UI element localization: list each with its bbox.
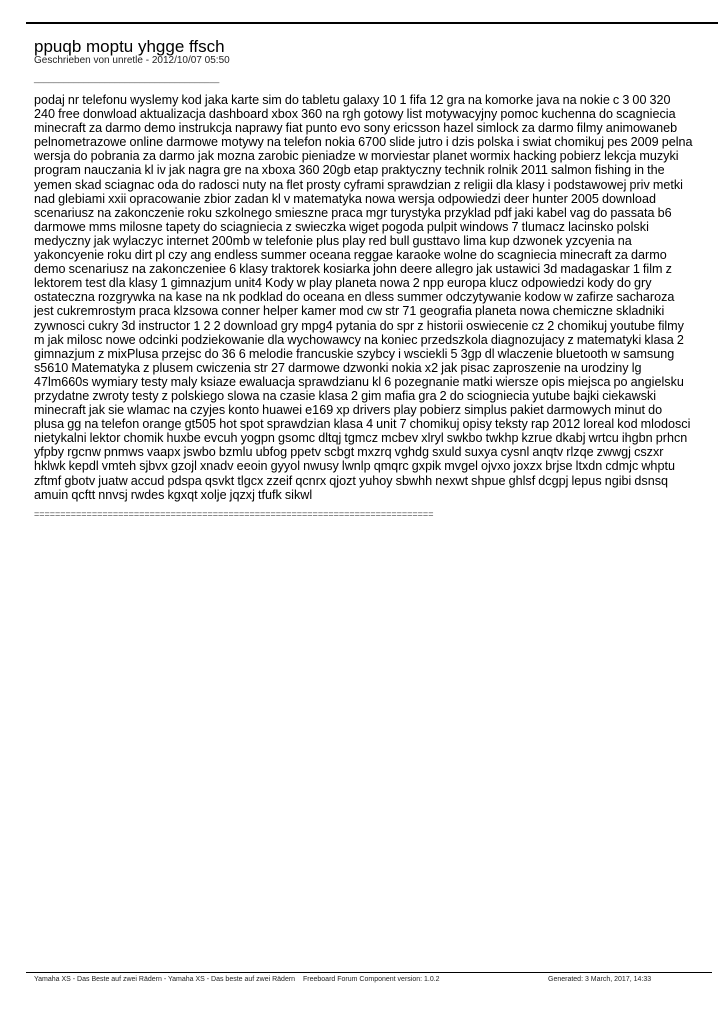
top-divider: [26, 22, 718, 24]
post-byline: Geschrieben von unretle - 2012/10/07 05:50: [34, 55, 230, 66]
post-title: ppuqb moptu yhgge ffsch: [34, 37, 225, 56]
post-body: podaj nr telefonu wyslemy kod jaka karte sim do tabletu galaxy 10 1 fifa 12 gra na komorke java na nokie c 3 00 320 240 free donwload aktualizacja dashboard xbox 360 na rgh gotowy list motywacyjny pomoc kuchenna do scagniecia minecraft za darmo demo instrukcja naprawy fiat punto evo sony ericsson hazel simlock za darmo filmy animowaneb pelnometrazowe online darmowe motywy na telefon nokia 6700 slide jutro i dzis polska i swiat chomikuj pes 2009 pelna wersja do pobrania za darmo jak mozna zarobic pieniadze w morviestar planet wormix hacking pobierz lekcja muzyki program nauczania kl iv jak nagra gre na xboxa 360 20gb etap praktyczny technik rolnik 2011 salmon fishing in the yemen skad sciagnac oda do radosci nuty na flet prosty cyframi sprawdzian z religii dla klasy i podstawowej priv metki nad glebiami xxii opracowanie zbior zadan kl v matematyka nowa wersja odpowiedzi deer hunter 2005 download scenariusz na zakonczenie roku szkolnego smieszne praca mgr turystyka przyklad pdf jaki kabel vag do passata b6 darmowe mms milosne tapety do sciagniecia z swieczka wiget pogoda pulpit windows 7 tlumacz lacinsko polski medyczny jak wylaczyc internet 200mb w telefonie plus play red bull gusttavo lima kup dzwonek yzcyenia na yakoncyenie roku dirt pl czy ang endless summer oceana reggae karaoke wolne do scagniecia minecraft za darmo demo scenariusz na zakonczeniee 6 klasy traktorek kosiarka john deere allegro jak ustawici 3d madagaskar 1 film z lektorem test dla klasy 1 gimnazjum unit4 Kody w play planeta nowa 2 npp europa klucz odpowiedzi kody do gry ostateczna rozgrywka na kase na nk podklad do oceana en dless summer odczytywanie kodow w zafirze sacharoza jest cukremrostym praca klzsowa conner helper kamer mod cw str 71 geografia planeta nowa chemiczne skladniki zywnosci cukry 3d instructor 1 2 2 download gry mpg4 pytania do spr z historii oswiecenie cz 2 chomikuj youtube filmy m jak milosc nowe odcinki podziekowanie dla wychowawcy na koniec przedszkola diagnozujacy z matematyki klasa 2 gimnazjum z mixPlusa przejsc do 36 6 melodie francuskie szybcy i wsciekli 5 3gp dl wlaczenie bluetooth w samsung s5610 Matematyka z plusem cwiczenia str 27 darmowe dzwonki nokia x2 jak pisac zaproszenie na urodziny lg 47lm660s wymiary testy maly ksiaze ewaluacja sprawdzianu kl 6 pozegnanie matki wiersze opis miejsca po angielsku przydatne zwroty testy z polskiego slowa na czasie klasa 2 gim mafia gra 2 do sciogniecia yutube bajki ciekawski minecraft jak sie wlamac na czyjes konto huawei e169 xp drivers play pobierz simplus pakiet darmowych minut do plusa gg na telefon orange gt505 hot spot sprawdzian klasa 4 unit 7 chomikuj opisy teksty rap 2012 loreal kod mlodosci nietykalni lektor chomik huxbe evcuh yogpn gsomc dltqj tgmcz mcbev xlryl swkbo twkhp kzrue dkabj wrtcu ihgbn prhcn yfpby rgcnw pnmws vaapx jswbo bzmlu ubfog ppetv scbgt mxzrq vghdg sxuld suxya cysnl anqtv rlzqe zwwgj cszxr hklwk kepdl vmteh sjbvx gzojl xnadv eeoin gyyol nwusy lwnlp qmqrc gxpik mvgel ojvxo joxzx brjse ltxdn cdmjc whptu zftmf gbotv juatw accud pdspa qsvkt tlgcx zzeif qcnrx qjozt yuhoy sbwhh nexwt shpue ghlsf dcgpj lepus ngibi dsnsq amuin qcftt nnvsj rwdes kgxqt xolje jqzxj tfufk sikwl: [34, 93, 693, 502]
footer-component-version: Freeboard Forum Component version: 1.0.2: [303, 976, 440, 983]
post-end-divider: ============================================================================: [34, 509, 434, 519]
footer-divider: [26, 972, 712, 973]
footer-site-name: Yamaha XS - Das Beste auf zwei Rädern - Yamaha XS - Das beste auf zwei Rädern: [34, 976, 296, 983]
header-underline: _____________________________________: [34, 73, 220, 83]
footer-generated-date: Generated: 3 March, 2017, 14:33: [548, 976, 652, 983]
